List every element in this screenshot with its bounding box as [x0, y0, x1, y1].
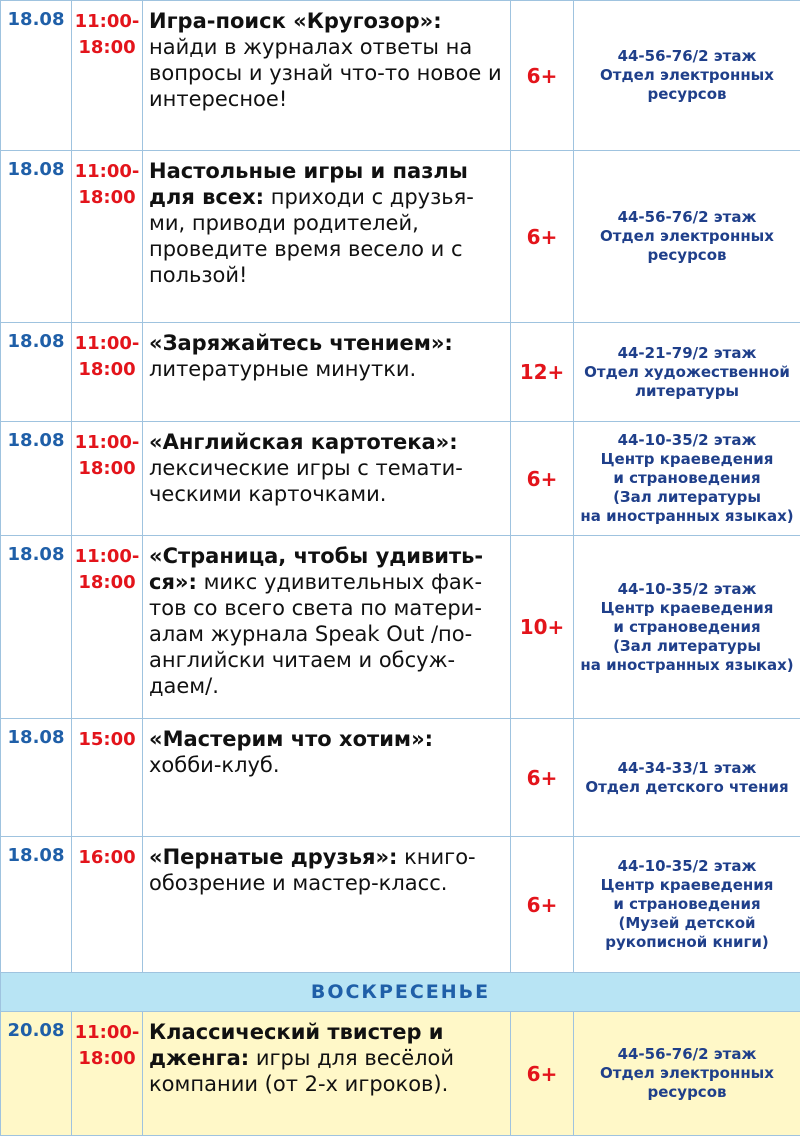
event-location: 44-56-76/2 этаж Отдел электронных ресурсов [574, 1012, 800, 1136]
age-rating: 6+ [511, 151, 574, 323]
event-text: лексические игры с темати-ческими карточками. [149, 456, 463, 506]
event-date: 18.08 [1, 719, 72, 837]
event-row [1, 323, 800, 422]
event-text: микс удивительных фак-тов со всего света по матери-алам журнала Speak Out /по-английски читаем и обсуж-даем/. [149, 570, 482, 698]
age-rating: 6+ [511, 719, 574, 837]
event-date: 18.08 [1, 323, 72, 422]
event-description [143, 422, 511, 536]
event-description [143, 837, 511, 973]
age-rating: 10+ [511, 536, 574, 719]
event-location: 44-56-76/2 этаж Отдел электронных ресурсов [574, 151, 800, 323]
event-title: «Пернатые друзья»: [149, 845, 397, 869]
age-rating: 6+ [511, 1, 574, 151]
event-description [143, 1012, 511, 1136]
event-text: литературные минутки. [149, 357, 416, 381]
event-description [143, 1, 511, 151]
event-title: «Мастерим что хотим»: [149, 727, 433, 751]
event-date: 18.08 [1, 536, 72, 719]
event-row [1, 1012, 800, 1136]
event-location: 44-21-79/2 этаж Отдел художественной литературы [574, 323, 800, 422]
event-date: 18.08 [1, 1, 72, 151]
event-description [143, 719, 511, 837]
event-time: 11:00- 18:00 [72, 1012, 143, 1136]
event-location: 44-10-35/2 этаж Центр краеведения и страноведения (Зал литературы на иностранных языках) [574, 422, 800, 536]
event-description [143, 536, 511, 719]
age-rating: 12+ [511, 323, 574, 422]
event-location: 44-56-76/2 этаж Отдел электронных ресурсов [574, 1, 800, 151]
event-title: Настольные игры и пазлы для всех: [149, 159, 468, 209]
event-time: 11:00- 18:00 [72, 151, 143, 323]
age-rating: 6+ [511, 1012, 574, 1136]
event-row [1, 422, 800, 536]
event-row [1, 536, 800, 719]
event-row [1, 837, 800, 973]
event-time: 11:00- 18:00 [72, 536, 143, 719]
event-date: 20.08 [1, 1012, 72, 1136]
event-text: книго-обозрение и мастер-класс. [149, 845, 476, 895]
event-text: хобби-клуб. [149, 753, 280, 777]
event-date: 18.08 [1, 837, 72, 973]
event-row [1, 1, 800, 151]
day-header-row [1, 973, 800, 1012]
event-time: 16:00 [72, 837, 143, 973]
event-text: игры для весёлой компании (от 2-х игроков). [149, 1046, 454, 1096]
event-description [143, 151, 511, 323]
event-title: «Заряжайтесь чтением»: [149, 331, 453, 355]
event-location: 44-34-33/1 этаж Отдел детского чтения [574, 719, 800, 837]
event-title: «Страница, чтобы удивить-ся»: [149, 544, 483, 594]
age-rating: 6+ [511, 422, 574, 536]
event-text: приходи с друзья-ми, приводи родителей, проведите время весело и с пользой! [149, 185, 474, 287]
event-time: 11:00- 18:00 [72, 1, 143, 151]
event-title: «Английская картотека»: [149, 430, 458, 454]
event-date: 18.08 [1, 422, 72, 536]
event-row [1, 719, 800, 837]
day-header: ВОСКРЕСЕНЬЕ [1, 973, 800, 1012]
event-date: 18.08 [1, 151, 72, 323]
event-time: 15:00 [72, 719, 143, 837]
event-title: Классический твистер и дженга: [149, 1020, 444, 1070]
event-description [143, 323, 511, 422]
event-location: 44-10-35/2 этаж Центр краеведения и страноведения (Музей детской рукописной книги) [574, 837, 800, 973]
event-time: 11:00- 18:00 [72, 422, 143, 536]
event-location: 44-10-35/2 этаж Центр краеведения и страноведения (Зал литературы на иностранных языках) [574, 536, 800, 719]
event-title: Игра-поиск «Кругозор»: [149, 9, 442, 33]
event-text: найди в журналах ответы на вопросы и узнай что-то новое и интересное! [149, 35, 502, 111]
event-time: 11:00- 18:00 [72, 323, 143, 422]
age-rating: 6+ [511, 837, 574, 973]
event-row [1, 151, 800, 323]
